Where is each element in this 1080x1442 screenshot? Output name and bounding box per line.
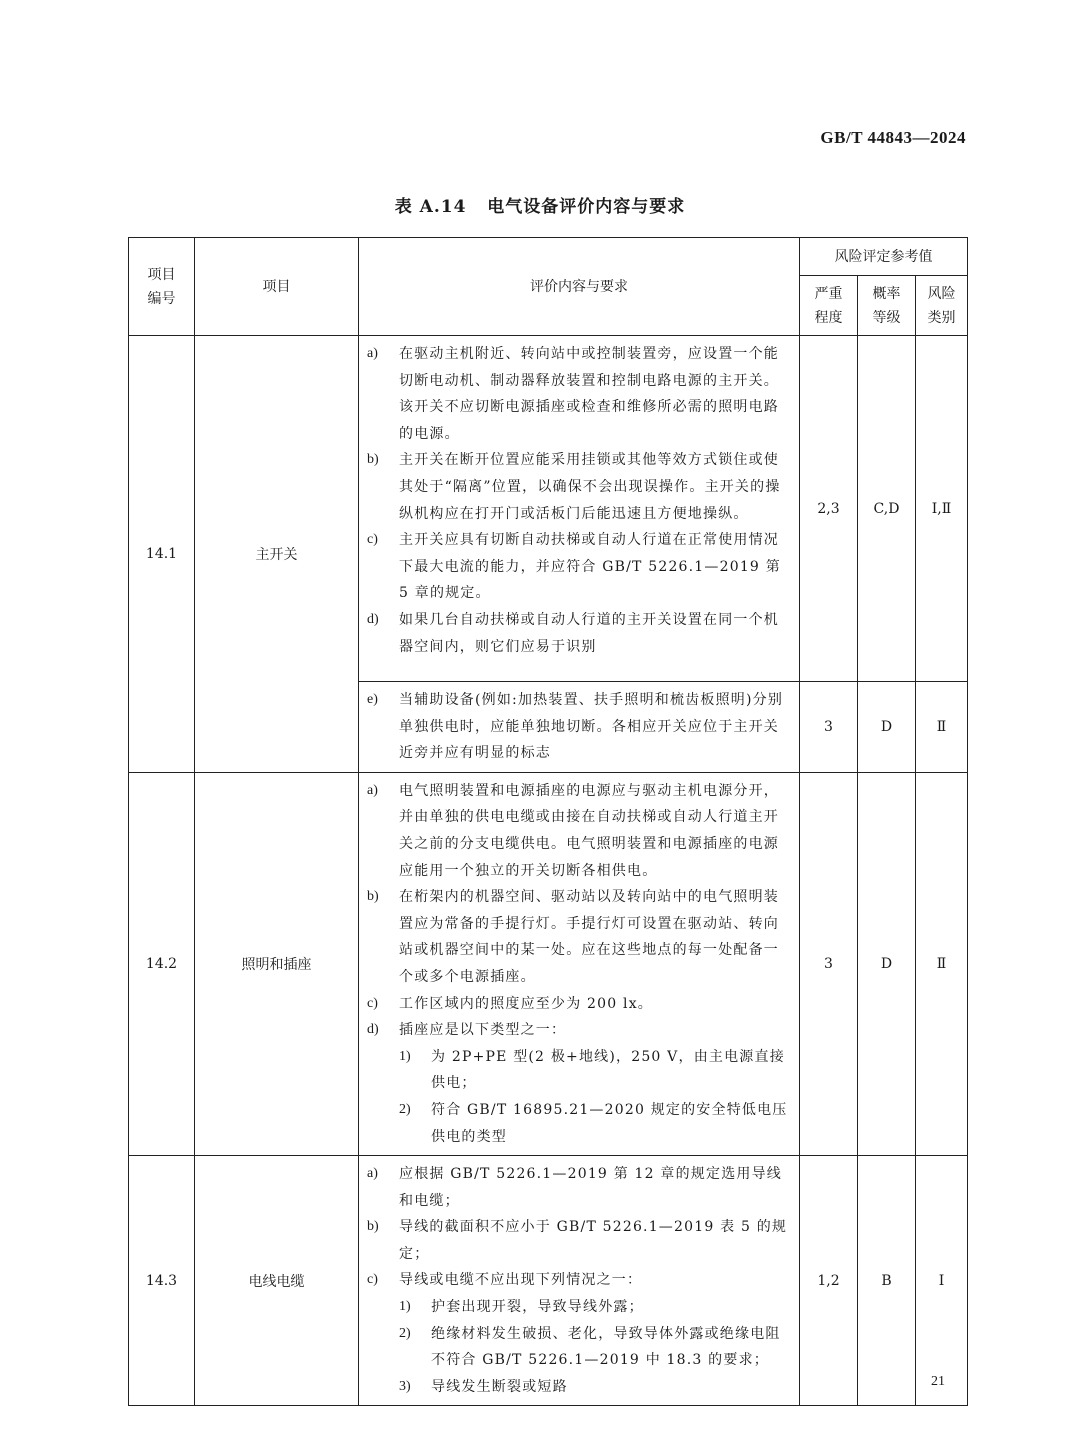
row-severity-cell: 1,2 [800,1156,858,1406]
item-marker: a) [367,782,378,798]
standard-code: GB/T 44843—2024 [820,128,966,147]
row-category-cell: Ⅱ [916,682,968,773]
row-content-cell [359,772,800,1155]
requirement-item [367,447,793,527]
item-marker: d) [367,611,379,627]
item-text: 应根据 GB/T 5226.1—2019 第 12 章的规定选用导线和电缆； [399,1166,783,1209]
item-marker: 1) [399,1299,411,1315]
header-category: 风险 类别 [916,276,968,336]
row-id-cell: 14.2 [129,772,195,1155]
table-body [129,336,968,1406]
requirement-item [367,1097,793,1150]
item-text: 符合 GB/T 16895.21—2020 规定的安全特低电压供电的类型 [431,1101,788,1145]
requirement-item [367,884,793,990]
item-text: 工作区域内的照度应至少为 200 lx。 [399,995,653,1012]
item-marker: a) [367,1166,378,1182]
item-marker: 3) [399,1378,411,1394]
requirement-item [367,607,793,660]
requirement-item [367,1017,793,1044]
requirement-item [367,991,793,1018]
table-row [129,336,968,682]
row-content-cell [359,1156,800,1406]
item-marker: c) [367,532,378,548]
requirement-item [367,687,793,767]
row-category-cell: Ⅱ [916,772,968,1155]
requirement-item [367,1161,793,1214]
row-category-cell: Ⅰ [916,1156,968,1406]
page-number: 21 [931,1374,945,1389]
item-marker: c) [367,995,378,1011]
requirement-item [367,1374,793,1401]
requirement-item [367,1044,793,1097]
item-text: 当辅助设备(例如:加热装置、扶手照明和梳齿板照明)分别单独供电时，应能单独地切断。各相应开关应位于主开关近旁并应有明显的标志 [399,692,784,762]
item-text: 为 2P+PE 型(2 极+地线)，250 V，由主电源直接供电； [431,1048,785,1092]
item-text: 护套出现开裂，导致导线外露； [431,1299,644,1316]
item-marker: b) [367,1219,379,1235]
item-text: 如果几台自动扶梯或自动人行道的主开关设置在同一个机器空间内，则它们应易于识别 [399,611,779,655]
row-category-cell: Ⅰ,Ⅱ [916,336,968,682]
requirement-item [367,341,793,447]
item-text: 在驱动主机附近、转向站中或控制装置旁，应设置一个能切断电动机、制动器释放装置和控制电路电源的主开关。该开关不应切断电源插座或检查和维修所必需的照明电路的电源。 [399,346,779,442]
header-item-id: 项目 编号 [129,238,195,336]
row-severity-cell: 3 [800,772,858,1155]
row-name-cell: 主开关 [195,336,359,773]
requirement-item [367,1294,793,1321]
header-content: 评价内容与要求 [359,238,800,336]
row-severity-cell: 3 [800,682,858,773]
item-text: 导线的截面积不应小于 GB/T 5226.1—2019 表 5 的规定； [399,1219,788,1262]
requirement-item [367,527,793,607]
row-probability-cell: B [858,1156,916,1406]
item-marker: b) [367,452,379,468]
item-marker: 2) [399,1101,411,1117]
requirement-item [367,778,793,884]
header-risk-group: 风险评定参考值 [800,238,968,276]
row-name-cell: 电线电缆 [195,1156,359,1406]
table-row [129,1156,968,1406]
row-id-cell: 14.1 [129,336,195,773]
item-marker: 2) [399,1325,411,1341]
row-probability-cell: D [858,682,916,773]
requirement-item [367,1214,793,1267]
row-content-cell [359,336,800,682]
item-text: 导线发生断裂或短路 [431,1378,568,1395]
item-marker: a) [367,346,378,361]
item-marker: 1) [399,1048,411,1064]
row-content-cell [359,682,800,773]
row-name-cell: 照明和插座 [195,772,359,1155]
evaluation-table [128,237,968,1406]
table-row [129,772,968,1155]
header-probability: 概率 等级 [858,276,916,336]
item-marker: c) [367,1272,378,1288]
item-text: 导线或电缆不应出现下列情况之一： [399,1272,643,1289]
item-marker: b) [367,889,379,905]
row-probability-cell: C,D [858,336,916,682]
item-text: 插座应是以下类型之一： [399,1022,567,1039]
table-title: 表 A.14 电气设备评价内容与要求 [394,197,686,217]
header-item: 项目 [195,238,359,336]
row-probability-cell: D [858,772,916,1155]
item-text: 在桁架内的机器空间、驱动站以及转向站中的电气照明装置应为常备的手提行灯。手提行灯可设置在驱动站、转向站或机器空间中的某一处。应在这些地点的每一处配备一个或多个电源插座。 [399,889,779,985]
item-marker: e) [367,692,378,707]
item-text: 主开关应具有切断自动扶梯或自动人行道在正常使用情况下最大电流的能力，并应符合 GB/T 5226.1—2019 第 5 章的规定。 [399,532,781,602]
requirement-item [367,1267,793,1294]
item-text: 电气照明装置和电源插座的电源应与驱动主机电源分开，并由单独的供电电缆或由接在自动扶梯或自动人行道主开关之前的分支电缆供电。电气照明装置和电源插座的电源应能用一个独立的开关切断各相供电。 [399,782,779,879]
row-id-cell: 14.3 [129,1156,195,1406]
item-marker: d) [367,1022,379,1038]
item-text: 绝缘材料发生破损、老化，导致导体外露或绝缘电阻不符合 GB/T 5226.1—2019 中 18.3 的要求； [431,1325,781,1369]
row-severity-cell: 2,3 [800,336,858,682]
requirement-item [367,1321,793,1374]
item-text: 主开关在断开位置应能采用挂锁或其他等效方式锁住或使其处于“隔离”位置，以确保不会出现误操作。主开关的操纵机构应在打开门或活板门后能迅速且方便地操纵。 [399,452,781,522]
header-severity: 严重 程度 [800,276,858,336]
